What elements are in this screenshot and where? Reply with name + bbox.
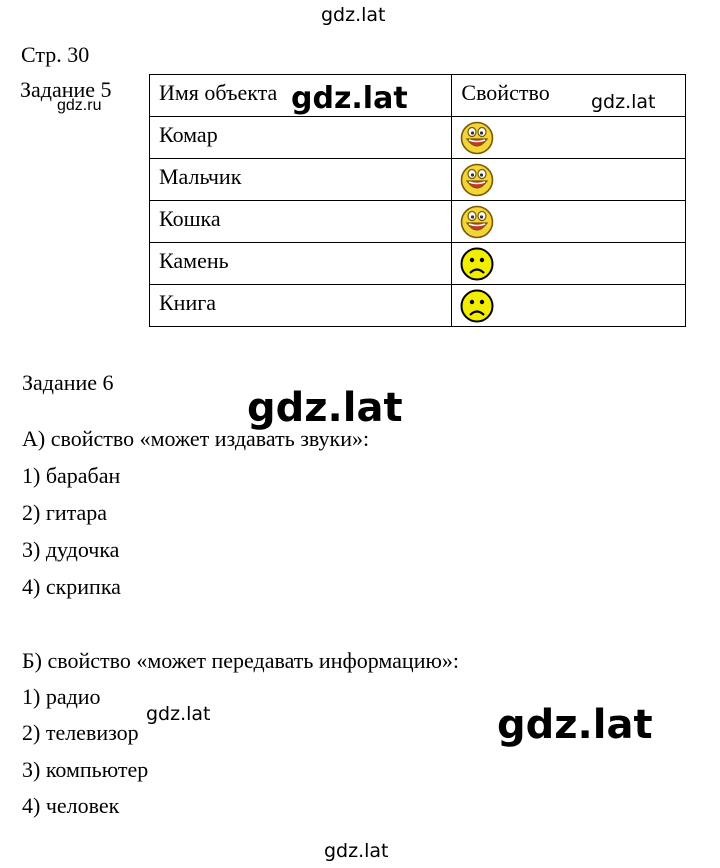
watermark-middle: gdz.lat [247,385,403,431]
happy-smiley-icon [460,163,494,197]
watermark-lower-small: gdz.lat [146,703,211,725]
object-name-cell: Кошка [150,201,452,243]
watermark-lower-big: gdz.lat [497,702,653,748]
table-row [150,243,686,285]
table-row [150,201,686,243]
section-a-heading: А) свойство «может издавать звуки»: [22,426,370,451]
property-cell [452,285,686,327]
header-object-name: Имя объекта [150,75,452,117]
header-property: Свойство [452,75,686,117]
happy-smiley-icon [460,121,494,155]
task6-title: Задание 6 [22,370,114,395]
table-row [150,285,686,327]
property-cell [452,243,686,285]
page-label: Стр. 30 [21,42,90,67]
table-row [150,159,686,201]
sad-smiley-icon [460,247,494,281]
section-a-item: 4) скрипка [22,574,121,599]
section-a-item: 2) гитара [22,500,108,525]
sad-smiley-icon [460,289,494,323]
property-cell [452,159,686,201]
watermark-top: gdz.lat [321,4,386,26]
watermark-table-big: gdz.lat [287,84,412,114]
happy-smiley-icon [460,205,494,239]
object-name-cell: Мальчик [150,159,452,201]
object-name-cell: Комар [150,117,452,159]
watermark-table-small: gdz.lat [591,91,656,113]
section-b-item: 1) радио [22,684,101,709]
section-b-item: 2) телевизор [22,720,139,745]
section-b-item: 4) человек [22,793,120,818]
task5-title: Задание 5 [20,77,112,102]
section-b-item: 3) компьютер [22,757,149,782]
section-b-heading: Б) свойство «может передавать информацию»: [22,648,460,673]
watermark-bottom: gdz.lat [324,840,389,862]
watermark-gdz-ru: gdz.ru [57,97,102,114]
table-row [150,117,686,159]
property-cell [452,117,686,159]
section-a-item: 1) барабан [22,463,121,488]
object-name-cell: Камень [150,243,452,285]
property-cell [452,201,686,243]
object-name-cell: Книга [150,285,452,327]
section-a-item: 3) дудочка [22,537,120,562]
